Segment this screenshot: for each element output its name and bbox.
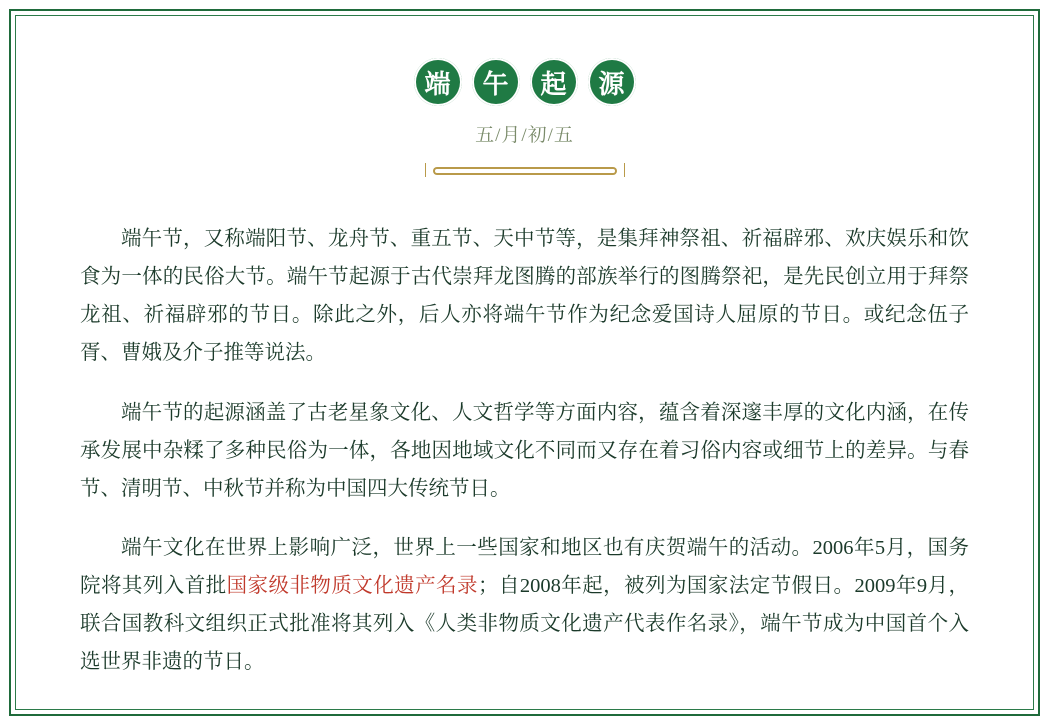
paragraph-3-run-1: 端午文化在世界上影响广泛，世界上一些国家和地区也有庆贺端午的活动。2006年5月，国务院将其列入首批	[80, 537, 969, 598]
paragraph-1	[80, 221, 969, 373]
page-title	[64, 58, 985, 106]
title-char-3: 起	[530, 58, 578, 106]
paragraph-1-run-1: 端午节，又称端阳节、龙舟节、重五节、天中节等，是集拜神祭祖、祈福辟邪、欢庆娱乐和饮食为一体的民俗大节。端午节起源于古代崇拜龙图腾的部族举行的图腾祭祀，是先民创立用于拜祭龙祖、祈福辟邪的节日。除此之外，后人亦将端午节作为纪念爱国诗人屈原的节日。或纪念伍子胥、曹娥及介子推等说法。	[80, 228, 969, 364]
article-body	[64, 221, 985, 682]
paragraph-3-run-3: ；自2008年起，被列为国家法定节假日。2009年9月，联合国教科文组织正式批准将其列入《人类非物质文化遗产代表作名录》，端午节成为中国首个入选世界非遗的节日。	[80, 575, 970, 674]
title-char-1: 端	[414, 58, 462, 106]
paragraph-2	[80, 395, 969, 509]
title-char-2: 午	[472, 58, 520, 106]
paragraph-2-run-1: 端午节的起源涵盖了古老星象文化、人文哲学等方面内容，蕴含着深邃丰厚的文化内涵，在传承发展中杂糅了多种民俗为一体，各地因地域文化不同而又存在着习俗内容或细节上的差异。与春节、清明节、中秋节并称为中国四大传统节日。	[80, 401, 969, 500]
document-content	[10, 10, 1039, 715]
highlighted-term: 国家级非物质文化遗产名录	[226, 575, 478, 598]
paragraph-3	[80, 530, 969, 682]
page-subtitle: 五/月/初/五	[475, 125, 574, 146]
title-char-4: 源	[588, 58, 636, 106]
scroll-divider-icon	[405, 161, 645, 187]
